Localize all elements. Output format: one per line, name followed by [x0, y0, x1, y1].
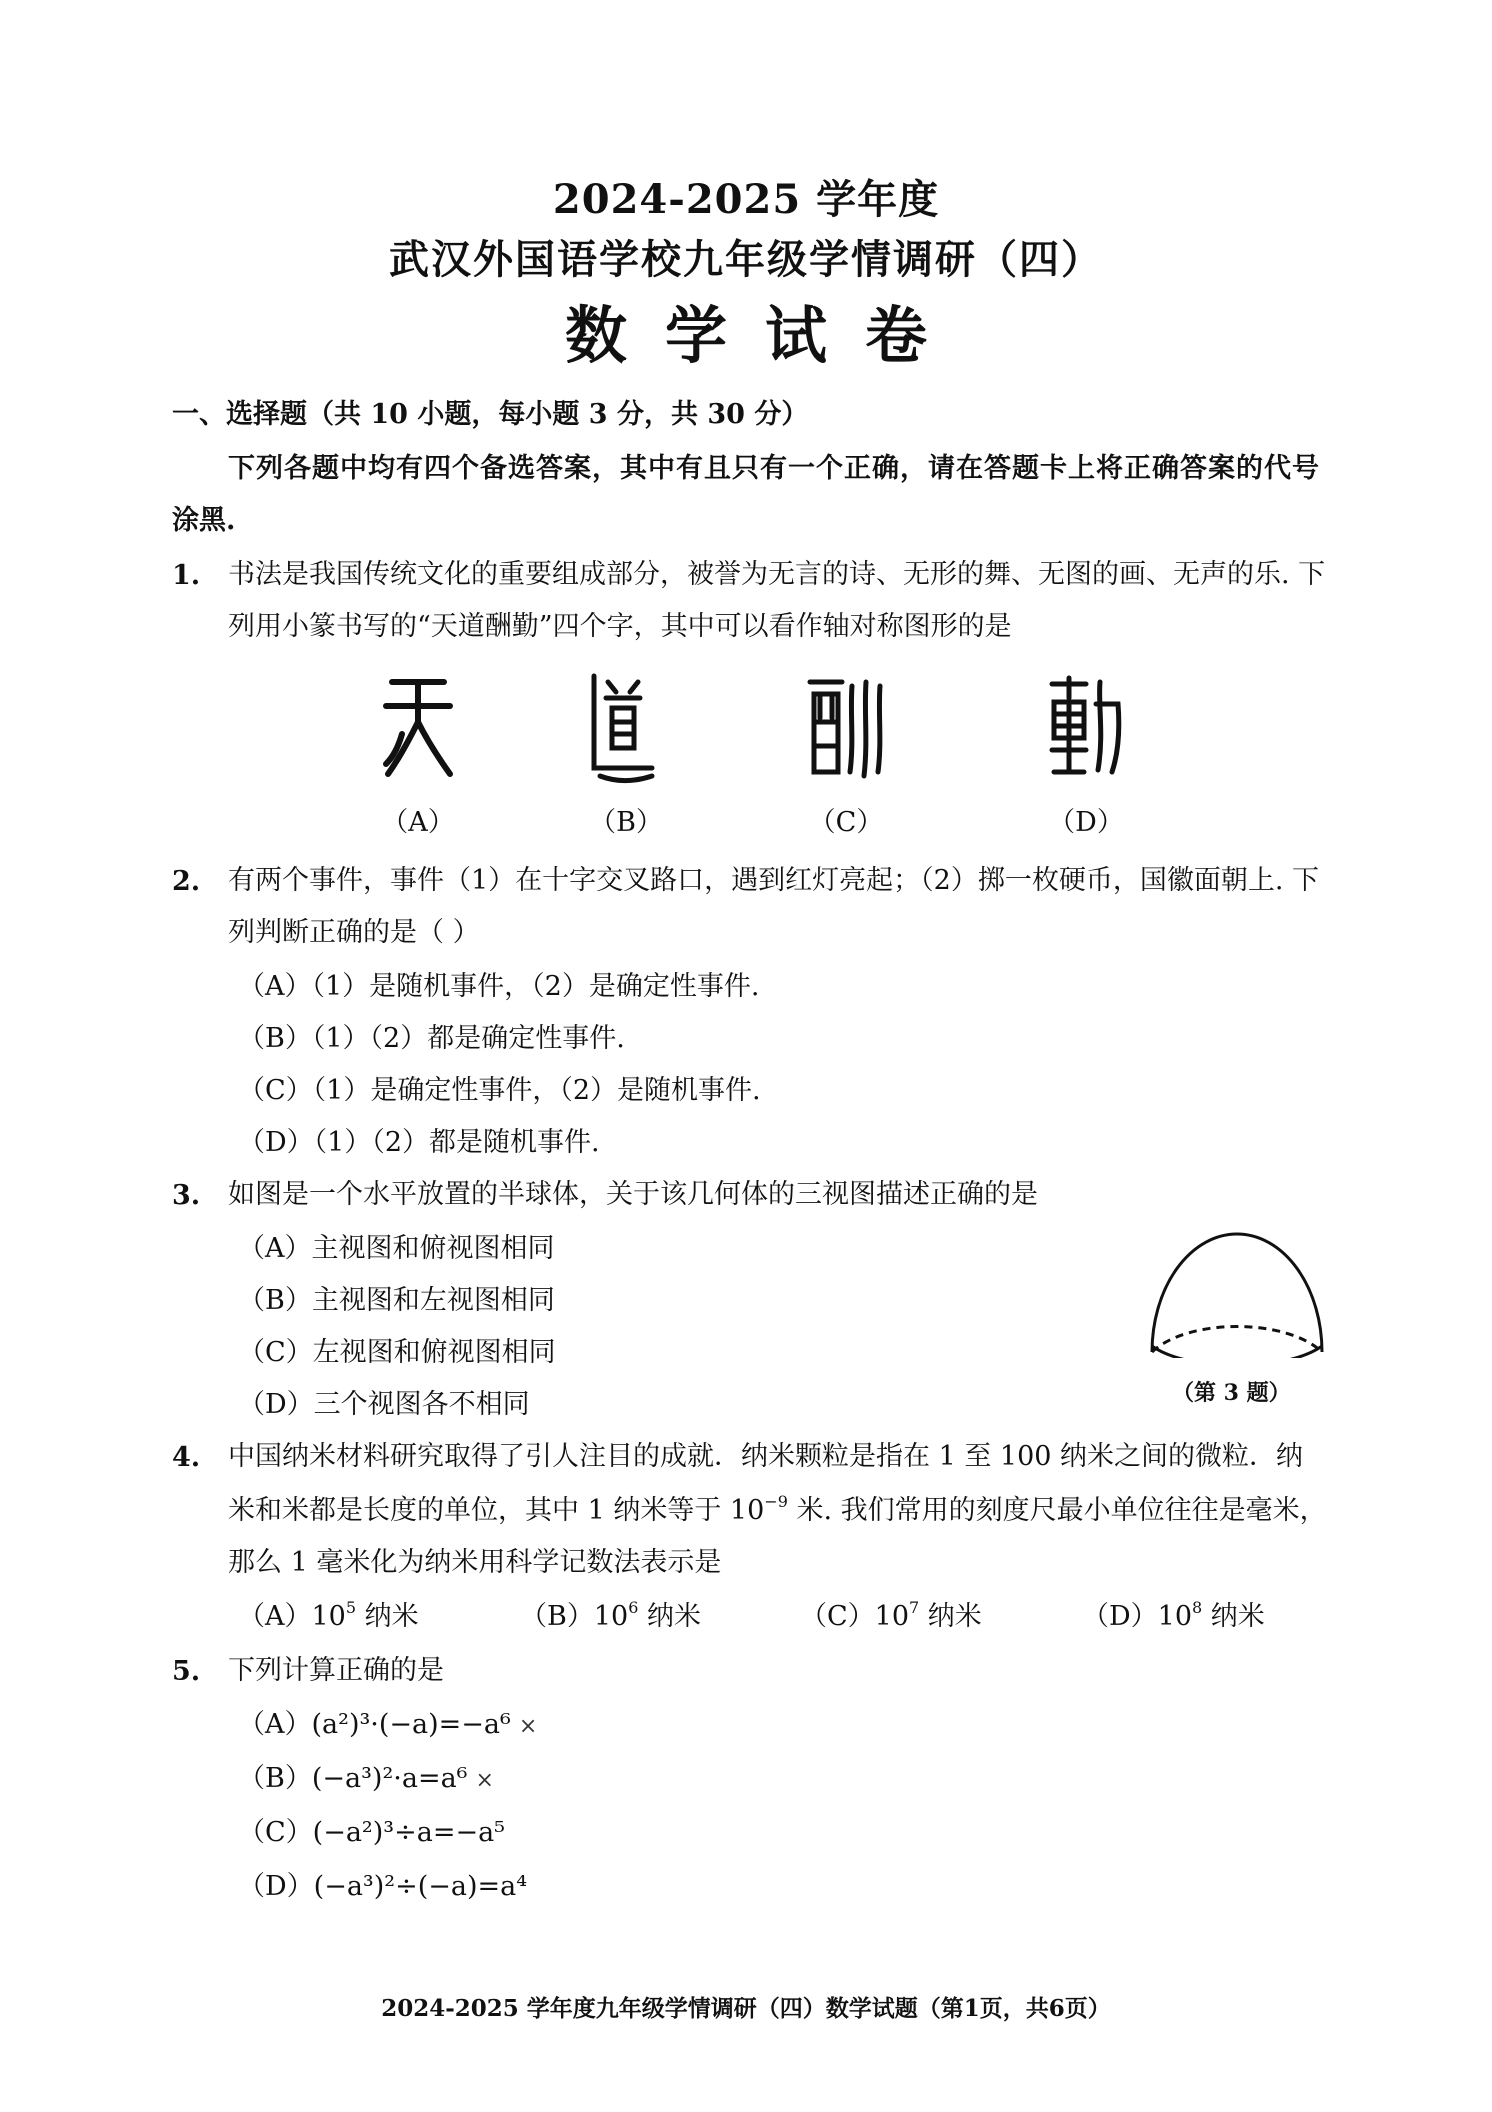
option-d [238, 1870, 527, 1904]
question-number: 1. [172, 560, 201, 591]
option-c: （C）左视图和俯视图相同 [238, 1337, 556, 1368]
handwritten-cross-mark: × [518, 1714, 538, 1739]
option-b: （B）主视图和左视图相同 [238, 1285, 555, 1316]
option-label: （B）10 [520, 1601, 629, 1632]
question-5-text: 下列计算正确的是 [228, 1655, 444, 1686]
question-4-text-part: 米和米都是长度的单位，其中 1 纳米等于 10 [228, 1495, 765, 1526]
option-a [238, 1600, 419, 1634]
option-label: （A）10 [238, 1601, 346, 1632]
option-label: （A） [238, 1709, 312, 1740]
section-instruction-cont: 涂黑. [172, 505, 236, 536]
option-unit: 纳米 [919, 1601, 982, 1632]
exam-school-title: 武汉外国语学校九年级学情调研（四） [389, 236, 1103, 283]
option-d: （D）（1）（2）都是随机事件. [238, 1127, 600, 1158]
option-a: （A）（1）是随机事件，（2）是确定性事件. [238, 971, 760, 1002]
option-b [520, 1600, 701, 1634]
question-2-text-cont: 列判断正确的是（ ） [228, 917, 480, 948]
option-expression: (−a³)²·a=a⁶ [311, 1763, 468, 1794]
section-instruction: 下列各题中均有四个备选答案，其中有且只有一个正确，请在答题卡上将正确答案的代号 [228, 453, 1320, 484]
option-b [238, 1762, 494, 1798]
option-b: （B）（1）（2）都是确定性事件. [238, 1023, 625, 1054]
option-unit: 纳米 [638, 1601, 701, 1632]
figure-caption: （第 3 题） [1172, 1380, 1291, 1406]
exponent: 7 [909, 1598, 920, 1617]
option-expression: (−a²)³÷a=−a⁵ [312, 1817, 505, 1848]
question-number: 5. [172, 1656, 201, 1687]
question-4-text: 中国纳米材料研究取得了引人注目的成就．纳米颗粒是指在 1 至 100 纳米之间的微粒．纳 [228, 1441, 1304, 1472]
option-label: （D）10 [1082, 1601, 1193, 1632]
question-4-text-cont [228, 1494, 1327, 1528]
question-number: 4. [172, 1442, 201, 1473]
option-label: （D） [238, 1871, 314, 1902]
hemisphere-figure [1148, 1228, 1326, 1358]
choice-label-a: （A） [381, 807, 455, 838]
choice-label-d: （D） [1048, 807, 1124, 838]
option-c [800, 1600, 982, 1634]
choice-label-c: （C） [808, 807, 884, 838]
question-1-text: 书法是我国传统文化的重要组成部分，被誉为无言的诗、无形的舞、无图的画、无声的乐. 下 [228, 559, 1326, 590]
question-number: 2. [172, 866, 201, 897]
exam-main-title: 数学试卷 [564, 299, 965, 372]
exponent: 6 [628, 1598, 639, 1617]
question-2-text: 有两个事件，事件（1）在十字交叉路口，遇到红灯亮起；（2）掷一枚硬币，国徽面朝上. 下 [228, 865, 1320, 896]
option-c: （C）（1）是确定性事件，（2）是随机事件. [238, 1075, 761, 1106]
option-a: （A）主视图和俯视图相同 [238, 1233, 555, 1264]
option-label: （B） [238, 1763, 312, 1794]
option-d: （D）三个视图各不相同 [238, 1389, 530, 1420]
exponent: 8 [1192, 1598, 1203, 1617]
exponent: −9 [764, 1492, 788, 1511]
option-label: （C） [238, 1817, 313, 1848]
page-footer: 2024-2025 学年度九年级学情调研（四）数学试题（第1页，共6页） [381, 1995, 1111, 2022]
question-3-text: 如图是一个水平放置的半球体，关于该几何体的三视图描述正确的是 [228, 1179, 1038, 1210]
option-label: （C）10 [800, 1601, 910, 1632]
option-a [238, 1708, 537, 1744]
exam-year-title: 2024-2025 学年度 [552, 176, 940, 223]
seal-character-chou-image [806, 672, 890, 782]
option-d [1082, 1600, 1265, 1634]
option-unit: 纳米 [356, 1601, 419, 1632]
option-unit: 纳米 [1202, 1601, 1265, 1632]
question-number: 3. [172, 1180, 201, 1211]
seal-character-dao-image [586, 668, 660, 786]
choice-label-b: （B） [589, 807, 663, 838]
exponent: 5 [345, 1598, 357, 1617]
question-4-text-cont: 那么 1 毫米化为纳米用科学记数法表示是 [228, 1547, 722, 1578]
seal-character-tian-image [378, 672, 458, 782]
handwritten-cross-mark: × [475, 1768, 494, 1793]
question-4-text-part: 米. 我们常用的刻度尺最小单位往往是毫米， [787, 1495, 1327, 1526]
option-expression: (a²)³·(−a)=−a⁶ [311, 1709, 511, 1740]
section-heading: 一、选择题（共 10 小题，每小题 3 分，共 30 分） [172, 399, 809, 430]
seal-character-qin-image [1046, 674, 1126, 780]
question-1-text-cont: 列用小篆书写的“天道酬勤”四个字，其中可以看作轴对称图形的是 [228, 611, 1012, 642]
option-c [238, 1816, 505, 1850]
option-expression: (−a³)²÷(−a)=a⁴ [313, 1871, 528, 1902]
